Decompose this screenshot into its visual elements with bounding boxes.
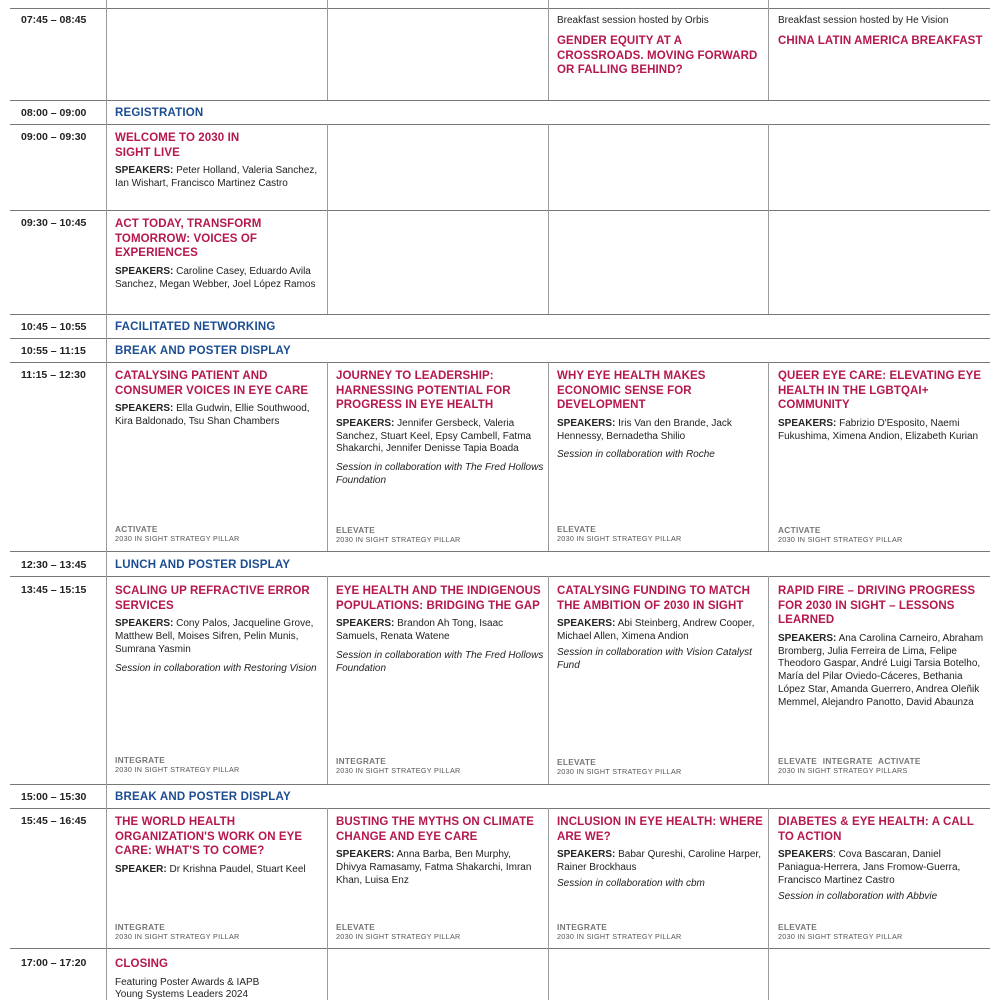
strategy-pillar: ELEVATE 2030 IN SIGHT STRATEGY PILLAR — [778, 922, 903, 941]
time-column-divider — [106, 0, 107, 1000]
column-divider — [768, 124, 769, 314]
row-divider — [10, 551, 990, 552]
row-divider — [10, 362, 990, 363]
session-queer-eye-care — [778, 369, 986, 443]
row-divider — [10, 808, 990, 809]
session-speakers: SPEAKERS: Ella Gudwin, Ellie Southwood, Kira Baldonado, Tsu Shan Chambers — [115, 403, 310, 427]
time-label: 13:45 – 15:15 — [21, 584, 87, 596]
session-title: CHINA LATIN AMERICA BREAKFAST — [778, 35, 983, 47]
lunch-title: LUNCH AND POSTER DISPLAY — [115, 559, 291, 571]
break-title: BREAK AND POSTER DISPLAY — [115, 791, 291, 803]
column-divider — [327, 124, 328, 314]
networking-title: FACILITATED NETWORKING — [115, 321, 276, 333]
time-label: 15:45 – 16:45 — [21, 815, 87, 827]
session-collaboration: Session in collaboration with Vision Catalyst Fund — [557, 646, 752, 671]
session-refractive-error — [115, 584, 323, 675]
session-speakers: SPEAKERS: Caroline Casey, Eduardo Avila Sanchez, Megan Webber, Joel López Ramos — [115, 265, 316, 290]
session-gender-equity — [557, 14, 765, 78]
session-title: CATALYSING PATIENT AND CONSUMER VOICES IN EYE CARE — [115, 370, 309, 397]
session-speakers: SPEAKER: Dr Krishna Paudel, Stuart Keel — [115, 863, 306, 875]
row-divider — [10, 210, 990, 211]
session-collaboration: Session in collaboration with Abbvie — [778, 890, 938, 902]
session-title: WHY EYE HEALTH MAKES ECONOMIC SENSE FOR DEVELOPMENT — [557, 370, 706, 412]
session-indigenous-populations — [336, 584, 544, 675]
time-label: 15:00 – 15:30 — [21, 791, 87, 803]
strategy-pillar: INTEGRATE 2030 IN SIGHT STRATEGY PILLAR — [336, 756, 461, 775]
session-speakers: SPEAKERS: Anna Barba, Ben Murphy, Dhivya Ramasamy, Fatma Shakarchi, Imran Khan, Luisa Enz — [336, 849, 532, 886]
session-title: JOURNEY TO LEADERSHIP: HARNESSING POTENTIAL FOR PROGRESS IN EYE HEALTH — [336, 370, 511, 412]
break-title: BREAK AND POSTER DISPLAY — [115, 345, 291, 357]
time-label: 09:30 – 10:45 — [21, 217, 87, 229]
row-divider — [10, 338, 990, 339]
column-divider — [548, 576, 549, 784]
row-divider — [10, 124, 990, 125]
session-inclusion — [557, 815, 765, 891]
session-host: Breakfast session hosted by Orbis — [557, 15, 709, 26]
row-divider — [10, 314, 990, 315]
session-title: INCLUSION IN EYE HEALTH: WHERE ARE WE? — [557, 816, 763, 843]
session-collaboration: Session in collaboration with Restoring Vision — [115, 662, 317, 674]
row-divider — [10, 8, 990, 9]
session-title: WELCOME TO 2030 IN SIGHT LIVE — [115, 132, 240, 159]
session-economic-sense — [557, 369, 765, 462]
strategy-pillar: ELEVATE 2030 IN SIGHT STRATEGY PILLAR — [557, 757, 682, 776]
registration-title: REGISTRATION — [115, 107, 204, 119]
session-title: BUSTING THE MYTHS ON CLIMATE CHANGE AND EYE CARE — [336, 816, 535, 843]
session-subtitle: Featuring Poster Awards & IAPB Young Systems Leaders 2024 — [115, 976, 260, 1001]
session-rapid-fire — [778, 584, 986, 710]
session-speakers: SPEAKERS: Babar Qureshi, Caroline Harper, Rainer Brockhaus — [557, 849, 761, 873]
session-title: THE WORLD HEALTH ORGANIZATION'S WORK ON EYE CARE: WHAT'S TO COME? — [115, 816, 303, 858]
column-divider — [548, 0, 549, 100]
session-speakers: SPEAKERS: Cova Bascaran, Daniel Paniagua-Herrera, Jans Fromow-Guerra, Francisco Martinez Castro — [778, 849, 961, 886]
column-divider — [327, 0, 328, 100]
session-title: RAPID FIRE – DRIVING PROGRESS FOR 2030 IN SIGHT – LESSONS LEARNED — [778, 585, 976, 627]
session-climate-change — [336, 815, 544, 888]
strategy-pillar: ACTIVATE 2030 IN SIGHT STRATEGY PILLAR — [115, 524, 240, 543]
session-speakers: SPEAKERS: Jennifer Gersbeck, Valeria Sanchez, Stuart Keel, Epsy Cambell, Fatma Shakarchi, Jennifer Denisse Tapia Boada — [336, 417, 532, 455]
session-title: ACT TODAY, TRANSFORM TOMORROW: VOICES OF EXPERIENCES — [115, 218, 262, 260]
session-collaboration: Session in collaboration with The Fred Hollows Foundation — [336, 649, 544, 674]
column-divider — [768, 576, 769, 784]
session-collaboration: Session in collaboration with The Fred Hollows Foundation — [336, 462, 544, 486]
session-speakers: SPEAKERS: Peter Holland, Valeria Sanchez, Ian Wishart, Francisco Martinez Castro — [115, 165, 318, 189]
session-speakers: SPEAKERS: Brandon Ah Tong, Isaac Samuels, Renata Watene — [336, 618, 504, 642]
strategy-pillar: INTEGRATE 2030 IN SIGHT STRATEGY PILLAR — [115, 755, 240, 774]
row-divider — [10, 948, 990, 949]
session-patient-voices — [115, 369, 323, 429]
column-divider — [548, 362, 549, 551]
session-title: QUEER EYE CARE: ELEVATING EYE HEALTH IN THE LGBTQAI+ COMMUNITY — [778, 370, 982, 412]
strategy-pillar: INTEGRATE 2030 IN SIGHT STRATEGY PILLAR — [115, 922, 240, 941]
column-divider — [768, 362, 769, 551]
session-title: DIABETES & EYE HEALTH: A CALL TO ACTION — [778, 816, 974, 843]
session-collaboration: Session in collaboration with Roche — [557, 449, 715, 461]
strategy-pillar: ELEVATE 2030 IN SIGHT STRATEGY PILLAR — [336, 922, 461, 941]
strategy-pillar: ELEVATE INTEGRATE ACTIVATE 2030 IN SIGHT STRATEGY PILLARS — [778, 756, 921, 775]
session-catalysing-funding — [557, 584, 765, 672]
time-label: 11:15 – 12:30 — [21, 369, 86, 381]
session-journey-leadership — [336, 369, 544, 488]
column-divider — [548, 808, 549, 1000]
column-divider — [768, 808, 769, 1000]
session-china-latin-america — [778, 14, 986, 49]
session-closing — [115, 957, 323, 1002]
row-divider — [10, 100, 990, 101]
session-diabetes — [778, 815, 986, 903]
session-title: CATALYSING FUNDING TO MATCH THE AMBITION OF 2030 IN SIGHT — [557, 585, 751, 612]
column-divider — [327, 576, 328, 784]
session-speakers: SPEAKERS: Ana Carolina Carneiro, Abraham Bromberg, Julia Ferreira de Lima, Felipe Theodoro Gaspar, André Luigi Tarsia Botelho, María del Pilar Oviedo-Cáceres, Bethania López Star, Amanda Guerrero, Andrea Oleñik Memmel, Alejandro Panotto, David Abaunza — [778, 632, 984, 708]
session-speakers: SPEAKERS: Fabrizio D'Esposito, Naemi Fukushima, Ximena Andion, Elizabeth Kurian — [778, 417, 979, 442]
session-speakers: SPEAKERS: Abi Steinberg, Andrew Cooper, Michael Allen, Ximena Andion — [557, 618, 755, 642]
session-speakers: SPEAKERS: Cony Palos, Jacqueline Grove, Matthew Bell, Moises Sifren, Pelin Munis, Sumrana Yasmin — [115, 618, 314, 655]
strategy-pillar: ELEVATE 2030 IN SIGHT STRATEGY PILLAR — [336, 525, 461, 544]
session-title: CLOSING — [115, 958, 169, 970]
session-title: GENDER EQUITY AT A CROSSROADS. MOVING FORWARD OR FALLING BEHIND? — [557, 35, 758, 77]
row-divider — [10, 784, 990, 785]
column-divider — [327, 808, 328, 1000]
strategy-pillar: ELEVATE 2030 IN SIGHT STRATEGY PILLAR — [557, 524, 682, 543]
time-label: 12:30 – 13:45 — [21, 559, 87, 571]
session-title: SCALING UP REFRACTIVE ERROR SERVICES — [115, 585, 310, 612]
time-label: 10:45 – 10:55 — [21, 321, 87, 333]
time-label: 08:00 – 09:00 — [21, 107, 87, 119]
session-welcome — [115, 131, 323, 191]
strategy-pillar: ACTIVATE 2030 IN SIGHT STRATEGY PILLAR — [778, 525, 903, 544]
session-who-work — [115, 815, 323, 877]
time-label: 09:00 – 09:30 — [21, 131, 87, 143]
time-label: 17:00 – 17:20 — [21, 957, 87, 969]
row-divider — [10, 576, 990, 577]
session-title: EYE HEALTH AND THE INDIGENOUS POPULATIONS: BRIDGING THE GAP — [336, 585, 541, 612]
column-divider — [327, 362, 328, 551]
session-collaboration: Session in collaboration with cbm — [557, 877, 705, 889]
column-divider — [768, 0, 769, 100]
time-label: 07:45 – 08:45 — [21, 14, 87, 26]
session-speakers: SPEAKERS: Iris Van den Brande, Jack Hennessy, Bernadetha Shilio — [557, 417, 732, 442]
strategy-pillar: INTEGRATE 2030 IN SIGHT STRATEGY PILLAR — [557, 922, 682, 941]
session-host: Breakfast session hosted by He Vision — [778, 15, 949, 26]
column-divider — [548, 124, 549, 314]
session-act-today — [115, 217, 323, 291]
time-label: 10:55 – 11:15 — [21, 345, 86, 357]
